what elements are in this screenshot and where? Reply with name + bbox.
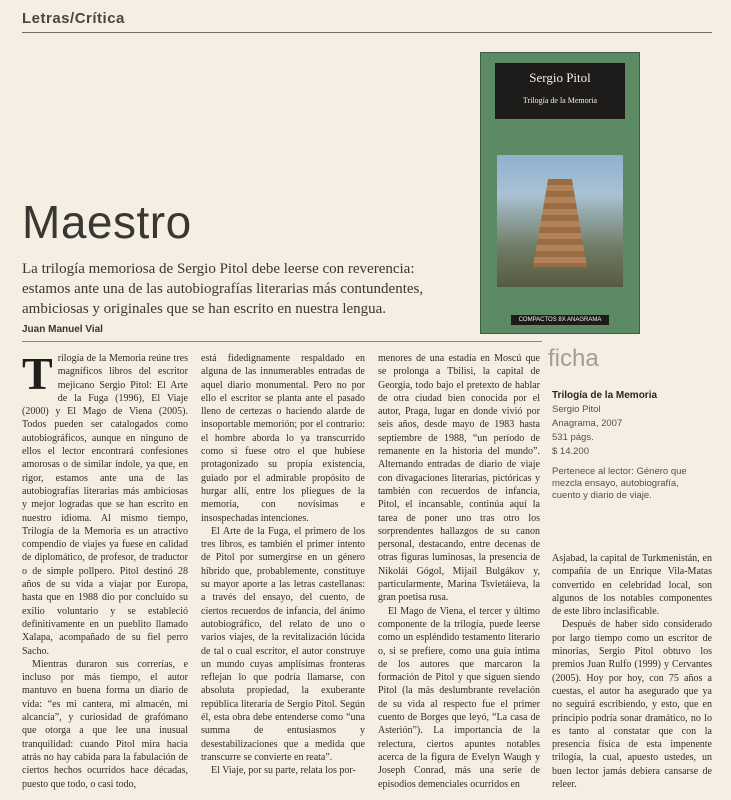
paragraph: Asjabad, la capital de Turkmenistán, en compañía de un Enrique Vila-Matas convertido en celebridad local, son algunos de los notables componentes de este libro inclasificable.: [552, 553, 712, 618]
cover-title-strip: [495, 63, 625, 119]
paragraph-text: rilogía de la Memoria reúne tres magníficos libros del escritor mejicano Sergio Pitol: El Arte de la Fuga (1996), El Viaje (2000) y El Mago de Viena (2005). Todos pueden ser catalogados como autobiográficos, aunque en ninguno de ellos el lector encontrará confesiones amorosas o de similar índole, ya que, en rigor, estamos ante una de las autobiografías literarias más ambiciosas y mejor logradas que se han escrito en nuestro idioma. Al mismo tiempo, Trilogía de la Memoria es un atractivo compendio de viajes ya fuese en calidad de diplomático, de profesor, de traductor o de simple pollpero. Pitol destinó 28 años de su vida a viajar por Europa, hasta que en 1988 dio por concluido su exilio voluntario y se estableció definitivamente en un pueblito llamado Xalapa, acompañado de su fiel perro Sacho.: [22, 353, 188, 657]
factbox-publisher: Anagrama, 2007: [552, 418, 623, 429]
article-column-3: [378, 352, 540, 798]
cover-title: Trilogía de la Memoria: [522, 96, 598, 105]
paragraph: El Arte de la Fuga, el primero de los tres libros, es también el primer intento de Pitol por sumergirse en un género híbrido que, probablemente, constituye su mayor aporte a las letras castellanas: a través del ensayo, del cuento, de ciertos recuerdos de infancia, del ánimo autobiográfico, del relato de uno o varios viajes, de la revitalización lúcida de tal o cual escritor, el autor construye un mundo cuyas amplísimas fronteras reflejan lo que podría llamarse, con absoluta propiedad, la exuberante república literaria de Sergio Pitol. Según él, esta obra debe entenderse como “una summa de entusiasmos y desestabilizaciones que a medida que transcurre se convierte en reata”.: [201, 525, 365, 763]
cover-publisher: COMPACTOS 8X ANAGRAMA: [511, 315, 609, 325]
section-title: Letras/Crítica: [22, 10, 125, 27]
article-column-2: [201, 352, 365, 798]
paragraph: [22, 352, 188, 658]
factbox-author: Sergio Pitol: [552, 404, 601, 415]
cover-author: Sergio Pitol: [529, 70, 591, 85]
paragraph: El Mago de Viena, el tercer y último componente de la trilogía, puede leerse como un espléndido testamento literario o, si se prefiere, como una guía íntima de los autores que marcaron la formación de Pitol y que siguen siendo Pitol (la más deslumbrante revelación de su vida al respecto fue el primer cuento de Borges que leyó, “La casa de Asterión”). La importancia de la relectura, ciertos apuntes notables acerca de la figura de Evelyn Waugh y Joseph Conrad, más una serie de episodios demenciales ocurridos en: [378, 605, 540, 790]
sidebar-label: ficha: [548, 345, 599, 372]
drop-cap: T: [22, 352, 53, 399]
book-cover-image: [480, 52, 640, 334]
tower-shape: [533, 179, 587, 267]
paragraph: El Viaje, por su parte, relata los por-: [211, 765, 356, 777]
section-header: [22, 10, 712, 33]
paragraph: Mientras duraron sus correrías, e incluso por más tiempo, el autor mantuvo en buena forma un diario de vida: “es mi cantera, mi almacén, mi alcancía”, y curiosidad de grafómano que otorga a que lee una inusual tranquilidad: cuando Pitol mira hacia atrás no hay cabida para la fabulación de ciertos hechos ocurridos hace décadas, puesto que todo, o casi todo,: [22, 658, 188, 790]
article-headline: Maestro: [22, 196, 192, 248]
article-column-4: [552, 552, 712, 797]
paragraph: menores de una estadía en Moscú que se prolonga a Tbilisi, la capital de Georgia, todo bajo el pretexto de hablar de otra ciudad bien conocida por el autor, Praga, lugar en donde vivió por seis años, desde mayo de 1983 hasta septiembre de 1988, “un período de remanente en la historia del mundo”. Alternando entradas de diario de viaje con divagaciones literarias, pictóricas y también con recuerdos de infancia, Pitol, el incansable, continúa aquí la tarea de poner uno tras otro los sorprendentes hallazgos de su canon personal, destacando, entre decenas de otras figuras luminosas, la presencia de Nikolái Gógol, Mijaíl Bulgákov y, particularmente, Marina Tsvietáieva, la gran poetisa rusa.: [378, 353, 540, 604]
article-deck: La trilogía memoriosa de Sergio Pitol debe leerse con reverencia: estamos ante una de las autobiografías literarias más contundentes, ambiciosas y originales que se han escrito en nuestra lengua.: [22, 261, 424, 317]
factbox-pages: 531 págs.: [552, 432, 594, 443]
tower-of-babel-painting: [497, 155, 623, 287]
factbox-book-title: Trilogía de la Memoria: [552, 390, 658, 401]
factbox-description: Pertenece al lector: Género que mezcla ensayo, autobiografía, cuento y diario de viaje.: [552, 466, 687, 501]
divider: [22, 341, 542, 342]
article-byline: Juan Manuel Vial: [22, 324, 103, 335]
factbox-price: $ 14.200: [552, 446, 589, 457]
paragraph: está fidedignamente respaldado en alguna de las innumerables entradas de aquel diario monumental. Pero no por ello el escritor se planta ante el pasado lleno de certezas o haciendo alarde de insoportable memorión; por el contrario: el hombre aborda lo ya transcurrido como si fuese otro el que hubiese protagonizado su propia existencia, guiado por el admirable propósito de hurgar allí, entre los pliegues de la memoria, con novísimas e insospechadas intenciones.: [201, 353, 365, 524]
paragraph: Después de haber sido considerado por largo tiempo como un escritor de minorías, Sergio Pitol obtuvo los premios Juan Rulfo (1999) y Cervantes (2005). Hoy por hoy, con 75 años a cuestas, el autor ha asegurado que ya no seguirá escribiendo, y esto, que en principio podría sonar dramático, no lo es tanto al constatar que con la presencia física de esta impenente trilogía, la cual, apuesto ustedes, un buen lector jamás debiera cansarse de releer.: [552, 619, 712, 791]
book-factbox: [552, 390, 702, 502]
article-column-1: [22, 352, 188, 798]
